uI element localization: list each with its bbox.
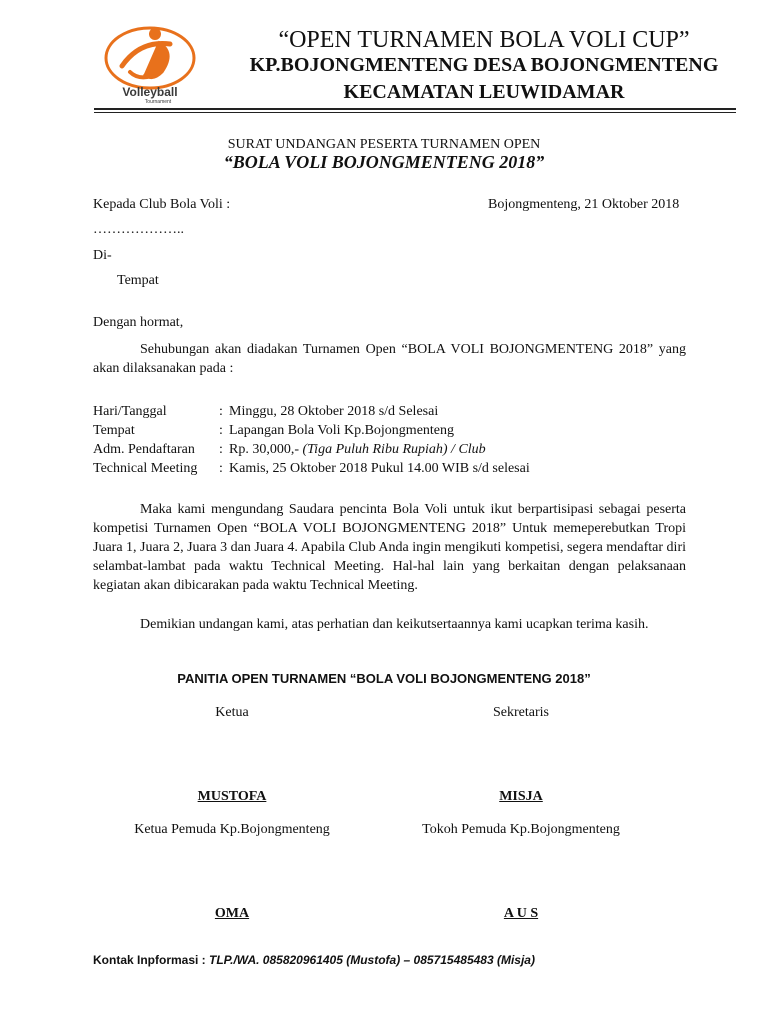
- detail-row: [93, 459, 693, 478]
- detail-separator: :: [219, 442, 223, 457]
- contact-label: Kontak Inpformasi :: [93, 953, 210, 967]
- header-district: KECAMATAN LEUWIDAMAR: [343, 81, 625, 103]
- right-signatory-title: Tokoh Pemuda Kp.Bojongmenteng: [422, 822, 620, 837]
- place-date: Bojongmenteng, 21 Oktober 2018: [488, 197, 680, 212]
- left-signatory-name: MUSTOFA: [197, 789, 267, 804]
- left-role: Ketua: [215, 705, 249, 720]
- detail-separator: :: [219, 404, 223, 419]
- letter-subject: SURAT UNDANGAN PESERTA TURNAMEN OPEN: [227, 137, 541, 152]
- detail-row: [93, 421, 693, 440]
- left-signatory-title: Ketua Pemuda Kp.Bojongmenteng: [134, 822, 330, 837]
- committee-heading: PANITIA OPEN TURNAMEN “BOLA VOLI BOJONGMENTENG 2018”: [177, 671, 591, 686]
- header-divider-thin: [94, 112, 736, 113]
- detail-value: Rp. 30,000,- (Tiga Puluh Ribu Rupiah) / Club: [229, 442, 486, 457]
- intro-paragraph: Sehubungan akan diadakan Turnamen Open “BOLA VOLI BOJONGMENTENG 2018” yang akan dilaksanakan pada :: [93, 342, 686, 376]
- detail-label: Technical Meeting: [93, 461, 198, 476]
- body-paragraph-1: Maka kami mengundang Saudara pencinta Bola Voli untuk ikut berpartisipasi sebagai peserta kompetisi Turnamen Open “BOLA VOLI BOJONGMENTENG 2018” Untuk memeperebutkan Tropi Juara 1, Juara 2, Juara 3 dan Juara 4. Apabila Club Anda ingin mengikuti kompetisi, segera mendaftar diri selambat-lambat pada waktu Technical Meeting. Hal-hal lain yang berkaitan dengan pelaksanaan kegiatan akan dibicarakan pada waktu Technical Meeting.: [93, 502, 686, 593]
- di-label: Di-: [93, 248, 112, 263]
- detail-row: [93, 440, 693, 459]
- header-location: KP.BOJONGMENTENG DESA BOJONGMENTENG: [249, 54, 719, 76]
- volleyball-tournament-logo: [100, 22, 202, 104]
- logo-sub-text: Tournament: [144, 99, 172, 104]
- header-divider-thick: [94, 108, 736, 110]
- greeting: Dengan hormat,: [93, 315, 184, 330]
- contact-value: TLP./WA. 085820961405 (Mustofa) – 085715485483 (Misja): [209, 953, 535, 967]
- event-details: [93, 402, 693, 482]
- contact-info: [93, 953, 535, 967]
- right-signatory-name: MISJA: [499, 789, 543, 804]
- detail-value: Minggu, 28 Oktober 2018 s/d Selesai: [229, 404, 439, 419]
- event-name: “BOLA VOLI BOJONGMENTENG 2018”: [223, 152, 545, 172]
- body-paragraph-2: Demikian undangan kami, atas perhatian dan keikutsertaannya kami ucapkan terima kasih.: [140, 617, 649, 632]
- right-role: Sekretaris: [493, 705, 549, 720]
- detail-label: Tempat: [93, 423, 135, 438]
- detail-value: Kamis, 25 Oktober 2018 Pukul 14.00 WIB s/d selesai: [229, 461, 530, 476]
- detail-separator: :: [219, 423, 223, 438]
- detail-label: Hari/Tanggal: [93, 404, 167, 419]
- tempat-label: Tempat: [117, 273, 159, 288]
- detail-separator: :: [219, 461, 223, 476]
- recipient-dots: ………………..: [93, 222, 184, 237]
- detail-row: [93, 402, 693, 421]
- left-signatory-name-2: OMA: [214, 906, 250, 921]
- detail-value: Lapangan Bola Voli Kp.Bojongmenteng: [229, 423, 455, 438]
- right-signatory-name-2: A U S: [503, 906, 539, 921]
- detail-label: Adm. Pendaftaran: [93, 442, 195, 457]
- header-title: “OPEN TURNAMEN BOLA VOLI CUP”: [278, 27, 690, 53]
- logo-brand-text: Volleyball: [122, 85, 178, 99]
- recipient-line: Kepada Club Bola Voli :: [93, 197, 231, 212]
